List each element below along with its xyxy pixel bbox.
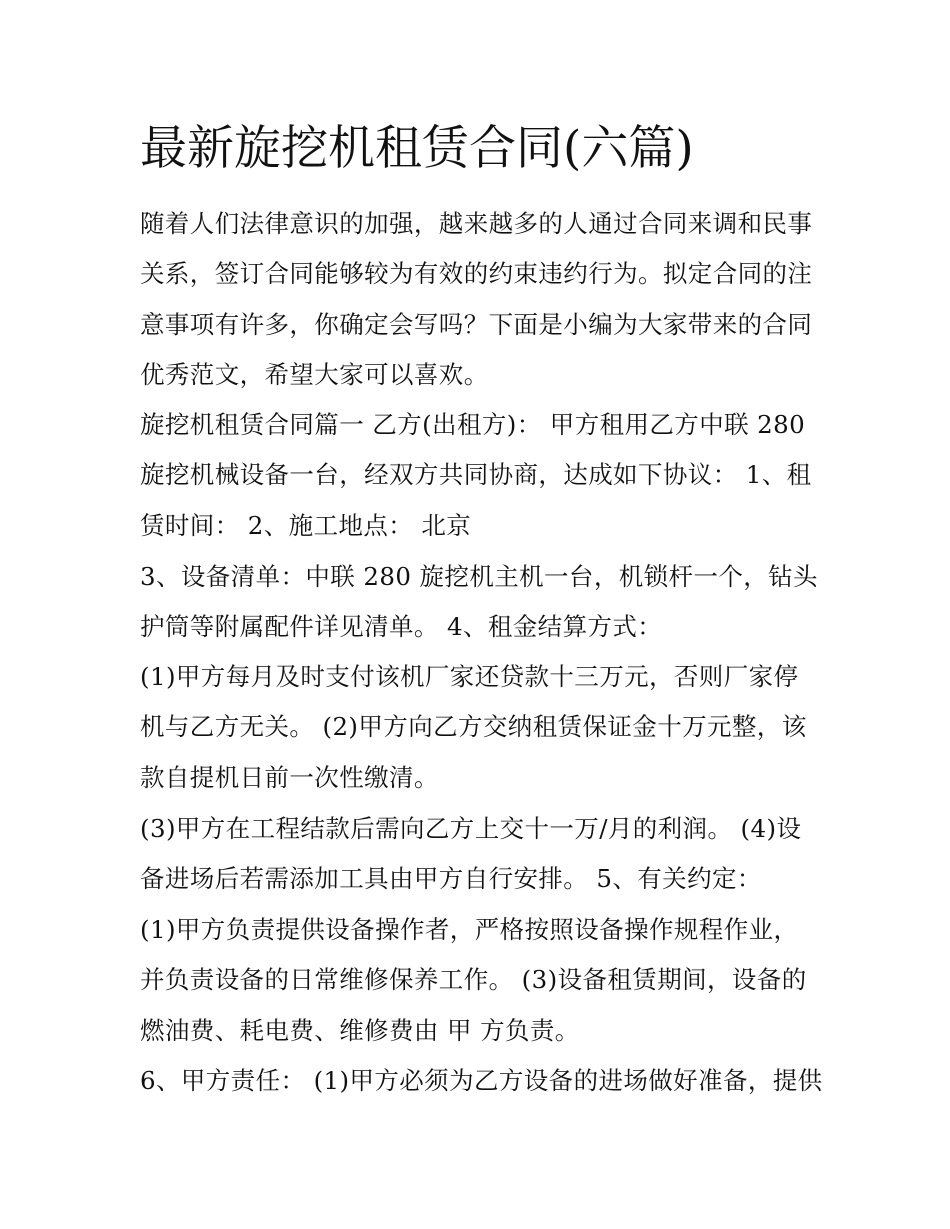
paragraph-contract-intro — [140, 400, 820, 551]
text-line: 3、设备清单：中联 280 旋挖机主机一台，机锁杆一个，钻头 — [140, 562, 818, 591]
text-line: 意事项有许多，你确定会写吗？下面是小编为大家带来的合同 — [140, 309, 813, 339]
text-line: (3)甲方在工程结款后需向乙方上交十一万/月的利润。 (4)设 — [140, 814, 802, 843]
text-line: 旋挖机械设备一台，经双方共同协商，达成如下协议： 1、租 — [140, 460, 812, 490]
text-line: 6、甲方责任： (1)甲方必须为乙方设备的进场做好准备，提供 — [140, 1066, 823, 1095]
text-line: 赁时间： 2、施工地点： 北京 — [140, 510, 472, 540]
paragraph-profit-terms — [140, 804, 820, 905]
paragraph-payment-terms — [140, 652, 820, 803]
paragraph-party-a-duties — [140, 1056, 823, 1106]
text-line: 机与乙方无关。 (2)甲方向乙方交纳租赁保证金十万元整，该 — [140, 712, 807, 742]
text-line: 优秀范文，希望大家可以喜欢。 — [140, 360, 489, 390]
paragraph-equipment-list — [140, 552, 820, 653]
text-line: 款自提机日前一次性缴清。 — [140, 762, 439, 792]
text-line: 并负责设备的日常维修保养工作。 (3)设备租赁期间，设备的 — [140, 965, 807, 995]
text-line: 护筒等附属配件详见清单。 4、租金结算方式： — [140, 612, 663, 642]
text-line: 燃油费、耗电费、维修费由 甲 方负责。 — [140, 1015, 580, 1045]
paragraph-intro — [140, 199, 820, 401]
text-line: 旋挖机租赁合同篇一 乙方(出租方)： 甲方租用乙方中联 280 — [140, 410, 806, 439]
document-title: 最新旋挖机租赁合同(六篇) — [140, 121, 694, 176]
text-line: 随着人们法律意识的加强，越来越多的人通过合同来调和民事 — [140, 209, 813, 238]
text-line: (1)甲方负责提供设备操作者，严格按照设备操作规程作业， — [140, 915, 799, 944]
text-line: 备进场后若需添加工具由甲方自行安排。 5、有关约定： — [140, 864, 762, 894]
paragraph-agreements — [140, 905, 820, 1056]
text-line: (1)甲方每月及时支付该机厂家还贷款十三万元，否则厂家停 — [140, 662, 799, 691]
text-line: 关系，签订合同能够较为有效的约束违约行为。拟定合同的注 — [140, 259, 813, 289]
